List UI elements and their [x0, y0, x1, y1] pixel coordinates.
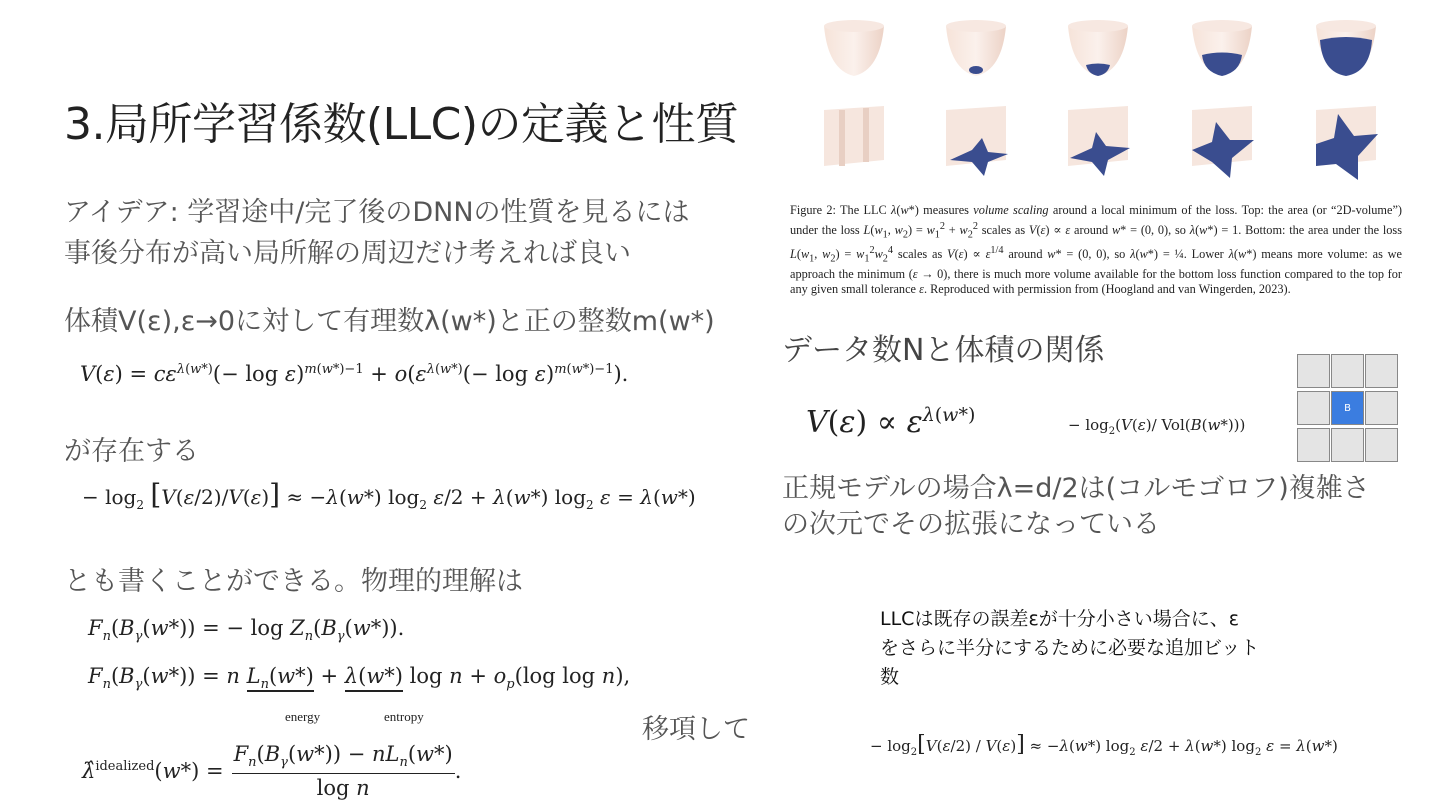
figure-caption: Figure 2: The LLC λ(w*) measures volume scaling around a local minimum of the loss. Top: the area (or “2D-volume”) under the loss $L(w_1$, $w_2) = w_1^2 + w_2^2$ scales as V(ε) ∝ ε around w* = (0, 0), so λ(w*) = 1. Bottom: the area under the loss $L(w_1$, $w_2) = w_1^2w_2^4$ scales as $V(\varepsilon) \propto \varepsilon^{1/4}$ around w* = (0, 0), so λ(w*) = ¼. Lower λ(w*) means more volume: as we approach the minimum (ε → 0), there is much more volume available for the bottom loss function compared to the top for any given small tolerance ε. Reproduced with permission from (Hoogland and van Wingerden, 2023). — [790, 203, 1403, 297]
cross-2-icon — [946, 106, 1008, 176]
cross-3-icon — [1068, 106, 1130, 176]
bowl-5-icon — [1316, 20, 1376, 76]
energy-label: energy — [285, 709, 321, 724]
exists-text: が存在する — [64, 436, 199, 467]
figure-svg — [812, 10, 1402, 190]
cross-4-icon — [1192, 106, 1254, 178]
grid-cell — [1297, 391, 1330, 425]
cross-1-icon — [824, 106, 884, 166]
bowl-1-icon — [824, 20, 884, 76]
grid-cell — [1331, 354, 1364, 388]
neg-log-volume-equation: − $\log_2(V(\varepsilon)/$ Vol(B(w*))) — [1068, 416, 1246, 437]
bowl-3-icon — [1068, 20, 1128, 76]
transpose-text: 移項して — [642, 714, 750, 745]
asymptotic-equation: $F_n(B_\gamma(w*)) = n$ $L_n(w*) + \lambda(w*)$ $\log n + o_p(\log$ log n), — [88, 664, 631, 693]
regular-model-line-2: の次元でその拡張になっている — [782, 509, 1160, 540]
bits-equation: − $\log_2[V(\varepsilon/2) / V(\varepsilon)] \approx -\lambda(w*)$ $\log_2 \varepsilon/2 + \lambda(w*)$ $\log_2 \varepsilon = \lambda(w*)$ — [870, 732, 1338, 758]
grid-cell — [1297, 354, 1330, 388]
llc-note-line-1: LLCは既存の誤差εが十分小さい場合に、ε — [880, 608, 1239, 630]
also-text: とも書くことができる。物理的理解は — [64, 566, 523, 597]
free-energy-equation: $F_n(B_\gamma(w*))$ = − $\log Z_n(B_\gamma(w*))$. — [88, 616, 405, 645]
llc-note-line-2: をさらに半分にするために必要な追加ビット — [880, 637, 1260, 659]
slide-title: 3.局所学習係数(LLC)の定義と性質 — [64, 99, 739, 150]
cross-5-icon — [1316, 106, 1378, 180]
volume-equation: $V(\varepsilon) = c\varepsilon^{\lambda(w*)}(- \log \varepsilon)^{m(w*)-1} + o(\varepsilon^{\lambda(w*)}(- \log \varepsilon)^{m(w*)-1})$. — [80, 362, 629, 386]
idea-line-1: アイデア: 学習途中/完了後のDNNの性質を見るには — [64, 197, 690, 228]
llc-note-line-3: 数 — [880, 666, 900, 688]
grid-cell — [1331, 428, 1364, 462]
regular-model-line-1: 正規モデルの場合λ=d/2は(コルモゴロフ)複雑さ — [782, 473, 1370, 504]
data-volume-heading: データ数Nと体積の関係 — [782, 333, 1105, 368]
volume-line: 体積V(ε),ε→0に対して有理数λ(w*)と正の整数m(w*) — [64, 306, 715, 337]
grid-cell — [1365, 354, 1398, 388]
idealized-equation: λ̂$^{idealized}$(w*) = $F_n(B_\gamma(w*)) - nL_n(w*)$ log n . — [82, 742, 462, 801]
volume-grid — [1297, 354, 1401, 466]
proportional-equation: $V(\varepsilon) \propto \varepsilon^{\lambda(w*)}$ — [806, 404, 976, 440]
bowl-4-icon — [1192, 20, 1252, 76]
idea-line-2: 事後分布が高い局所解の周辺だけ考えれば良い — [64, 238, 631, 269]
log-ratio-equation: − $\log_2 [V(\varepsilon/2)/V(\varepsilon)] \approx -\lambda(w*)$ $\log_2 \varepsilon/2 + \lambda(w*)$ $\log_2 \varepsilon = \lambda(w*)$ — [82, 478, 696, 512]
grid-cell — [1365, 428, 1398, 462]
grid-cell — [1365, 391, 1398, 425]
entropy-label: entropy — [384, 709, 424, 724]
grid-center-cell: B — [1331, 391, 1364, 425]
grid-cell — [1297, 428, 1330, 462]
llc-volume-figure — [812, 10, 1402, 190]
bowl-2-icon — [946, 20, 1006, 76]
